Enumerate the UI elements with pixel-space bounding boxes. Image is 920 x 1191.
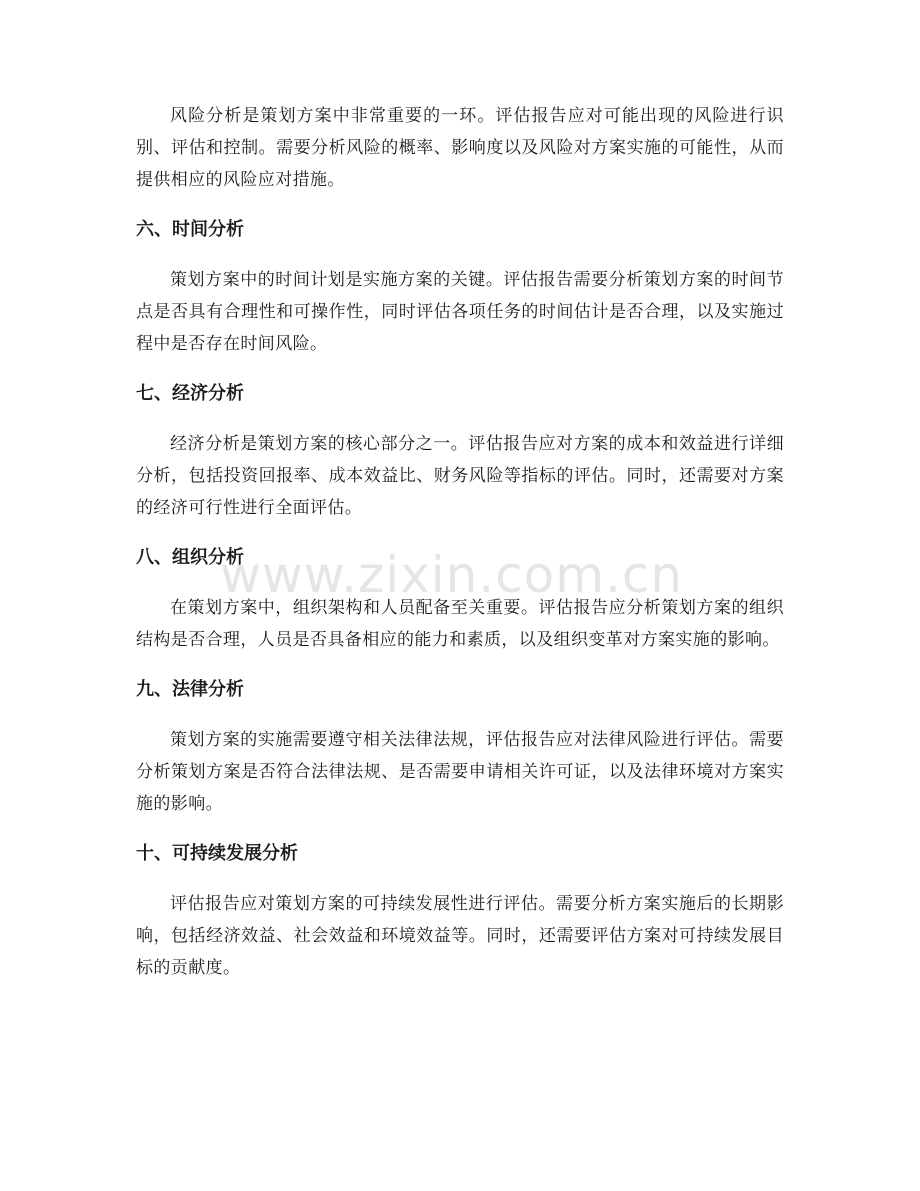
sustainability-analysis-paragraph: 评估报告应对策划方案的可持续发展性进行评估。需要分析方案实施后的长期影响，包括经济效益、社会效益和环境效益等。同时，还需要评估方案对可持续发展目标的贡献度。 <box>136 894 784 978</box>
legal-analysis-heading: 九、法律分析 <box>136 679 244 700</box>
organization-analysis-paragraph: 在策划方案中，组织架构和人员配备至关重要。评估报告应分析策划方案的组织结构是否合理，人员是否具备相应的能力和素质，以及组织变革对方案实施的影响。 <box>136 598 784 650</box>
economic-analysis-paragraph: 经济分析是策划方案的核心部分之一。评估报告应对方案的成本和效益进行详细分析，包括投资回报率、成本效益比、财务风险等指标的评估。同时，还需要对方案的经济可行性进行全面评估。 <box>136 434 784 518</box>
document-page <box>136 100 784 984</box>
watermark: www.zixin.com.cn <box>220 546 684 604</box>
sustainability-analysis-heading: 十、可持续发展分析 <box>136 843 298 864</box>
time-analysis-paragraph: 策划方案中的时间计划是实施方案的关键。评估报告需要分析策划方案的时间节点是否具有合理性和可操作性，同时评估各项任务的时间估计是否合理，以及实施过程中是否存在时间风险。 <box>136 270 784 354</box>
legal-analysis-paragraph: 策划方案的实施需要遵守相关法律法规，评估报告应对法律风险进行评估。需要分析策划方案是否符合法律法规、是否需要申请相关许可证，以及法律环境对方案实施的影响。 <box>136 730 784 814</box>
time-analysis-heading: 六、时间分析 <box>136 219 244 240</box>
risk-analysis-paragraph: 风险分析是策划方案中非常重要的一环。评估报告应对可能出现的风险进行识别、评估和控制。需要分析风险的概率、影响度以及风险对方案实施的可能性，从而提供相应的风险应对措施。 <box>136 106 784 190</box>
organization-analysis-heading: 八、组织分析 <box>136 547 244 568</box>
economic-analysis-heading: 七、经济分析 <box>136 383 244 404</box>
